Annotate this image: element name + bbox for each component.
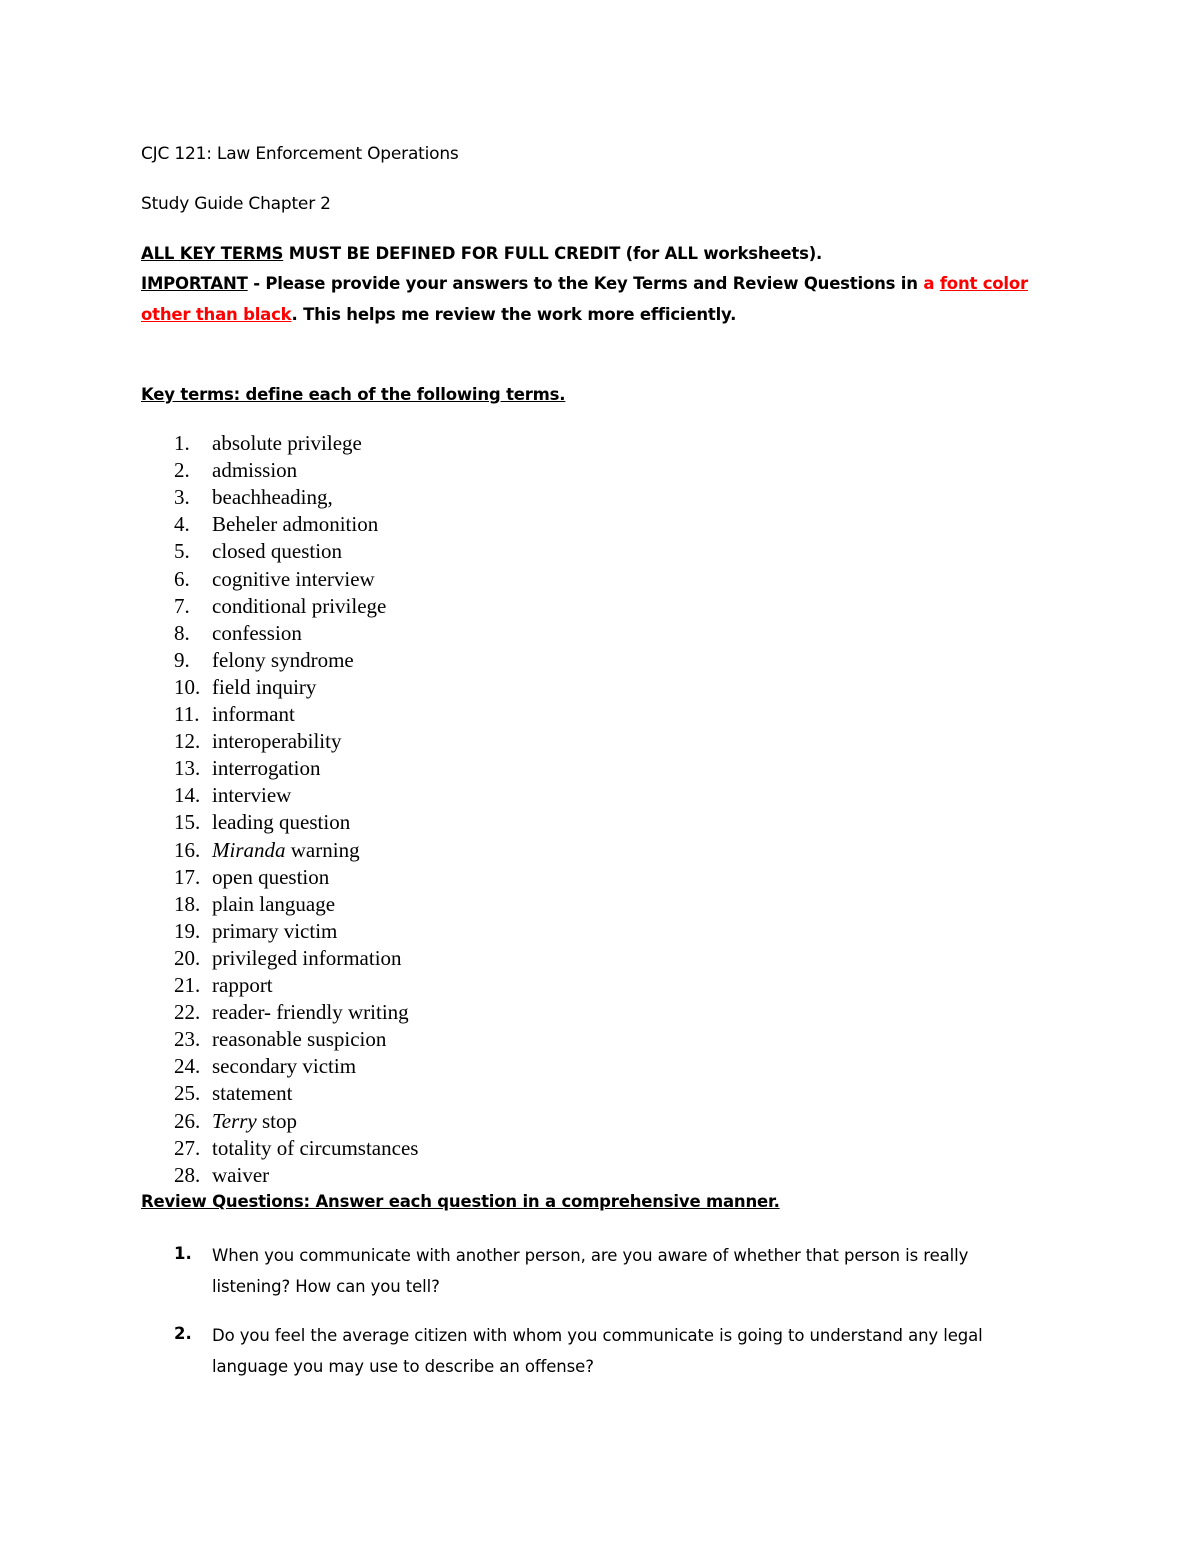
key-term-item [0, 999, 1200, 1026]
key-term-text: leading question [212, 810, 351, 835]
key-term-number: 20. [174, 945, 201, 970]
key-term-text: totality of circumstances [212, 1135, 419, 1160]
key-term-text: field inquiry [212, 674, 317, 699]
red-other-than-black-text: other than black [141, 305, 292, 324]
key-term-text: confession [212, 620, 302, 645]
key-term-number: 9. [174, 647, 190, 672]
all-key-terms-text: ALL KEY TERMS [141, 244, 284, 263]
key-term-text: primary victim [212, 918, 338, 943]
key-term-number: 8. [174, 620, 190, 645]
key-term-item [0, 1053, 1200, 1080]
review-questions-heading: Review Questions: Answer each question in a comprehensive manner. [141, 1192, 780, 1211]
key-term-number: 15. [174, 810, 201, 835]
key-term-item [0, 918, 1200, 945]
key-term-item [0, 972, 1200, 999]
key-term-number: 18. [174, 891, 201, 916]
key-term-item [0, 809, 1200, 836]
key-term-item [0, 1026, 1200, 1053]
key-term-text: interview [212, 783, 292, 808]
key-term-text [212, 1108, 297, 1135]
key-term-text: open question [212, 864, 330, 889]
instruction-line-1 [141, 244, 822, 263]
key-term-item [0, 701, 1200, 728]
key-terms-heading: Key terms: define each of the following terms. [141, 385, 566, 404]
key-term-item [0, 538, 1200, 565]
key-term-text: reasonable suspicion [212, 1027, 387, 1052]
key-term-number: 24. [174, 1054, 201, 1079]
key-term-text: interrogation [212, 756, 321, 781]
key-term-item [0, 511, 1200, 538]
key-term-item [0, 1162, 1200, 1189]
important-label: IMPORTANT [141, 274, 248, 293]
key-term-text: admission [212, 458, 298, 483]
key-term-item [0, 1108, 1200, 1135]
key-term-number: 19. [174, 918, 201, 943]
key-term-number: 1. [174, 431, 190, 455]
key-term-text: interoperability [212, 729, 342, 754]
key-term-italic-part: Terry [212, 1108, 257, 1133]
key-term-number: 23. [174, 1027, 201, 1052]
course-title: CJC 121: Law Enforcement Operations [141, 144, 459, 164]
key-term-number: 26. [174, 1108, 201, 1133]
key-term-text: Beheler admonition [212, 512, 379, 537]
key-term-item [0, 457, 1200, 484]
key-term-text: beachheading, [212, 485, 333, 510]
key-term-number: 16. [174, 837, 201, 862]
key-term-italic-part: Miranda [212, 837, 286, 862]
key-term-item [0, 837, 1200, 864]
key-term-number: 27. [174, 1135, 201, 1160]
key-term-number: 13. [174, 756, 201, 781]
red-font-color-text: font color [939, 274, 1028, 293]
key-term-number: 4. [174, 512, 190, 537]
key-term-text: cognitive interview [212, 566, 375, 591]
key-term-number: 6. [174, 566, 190, 591]
key-term-item [0, 620, 1200, 647]
key-term-item [0, 945, 1200, 972]
key-term-text: felony syndrome [212, 647, 354, 672]
key-term-item [0, 1135, 1200, 1162]
key-term-number: 2. [174, 458, 190, 483]
key-term-item [0, 647, 1200, 674]
key-term-text: reader- friendly writing [212, 1000, 409, 1025]
key-term-number: 25. [174, 1081, 201, 1106]
key-term-number: 5. [174, 539, 190, 564]
key-term-item [0, 782, 1200, 809]
key-term-number: 3. [174, 485, 190, 510]
key-term-text: waiver [212, 1162, 270, 1187]
key-term-number: 14. [174, 783, 201, 808]
red-word-a: a [923, 274, 935, 293]
key-term-item [0, 484, 1200, 511]
key-term-rest: stop [256, 1108, 298, 1133]
key-term-item [0, 1080, 1200, 1107]
full-credit-text: MUST BE DEFINED FOR FULL CREDIT (for ALL worksheets). [283, 244, 823, 263]
question-text: When you communicate with another person, are you aware of whether that person is really listening? How can you tell? [212, 1246, 969, 1296]
key-term-rest: warning [285, 837, 360, 862]
key-term-number: 28. [174, 1162, 201, 1187]
key-term-number: 17. [174, 864, 201, 889]
key-term-item [0, 755, 1200, 782]
key-term-item [0, 891, 1200, 918]
instruction-line-2 [141, 274, 1028, 293]
key-term-text [212, 837, 360, 864]
key-term-text: informant [212, 702, 295, 726]
key-term-item [0, 566, 1200, 593]
key-term-text: secondary victim [212, 1054, 357, 1079]
key-term-item [0, 674, 1200, 701]
key-term-item [0, 430, 1200, 457]
question-number: 2. [174, 1324, 192, 1343]
key-term-item [0, 593, 1200, 620]
key-term-text: privileged information [212, 945, 402, 970]
key-term-number: 21. [174, 973, 201, 997]
question-number: 1. [174, 1244, 192, 1263]
instruction-line-3 [141, 305, 736, 324]
key-term-text: rapport [212, 973, 273, 997]
key-term-item [0, 728, 1200, 755]
key-term-number: 12. [174, 729, 201, 754]
key-term-number: 22. [174, 1000, 201, 1025]
key-term-text: closed question [212, 539, 343, 564]
study-guide-subtitle: Study Guide Chapter 2 [141, 194, 331, 214]
closing-text: . This helps me review the work more efficiently. [291, 305, 737, 324]
key-term-number: 10. [174, 674, 201, 699]
key-term-item [0, 864, 1200, 891]
question-text: Do you feel the average citizen with whom you communicate is going to understand any legal language you may use to describe an offense? [212, 1326, 983, 1376]
key-term-text: plain language [212, 891, 336, 916]
key-term-number: 7. [174, 593, 190, 618]
important-text: - Please provide your answers to the Key Terms and Review Questions in [247, 274, 924, 293]
key-term-text: statement [212, 1081, 293, 1106]
key-term-text: conditional privilege [212, 593, 387, 618]
key-term-number: 11. [174, 702, 200, 726]
key-term-text: absolute privilege [212, 431, 362, 455]
